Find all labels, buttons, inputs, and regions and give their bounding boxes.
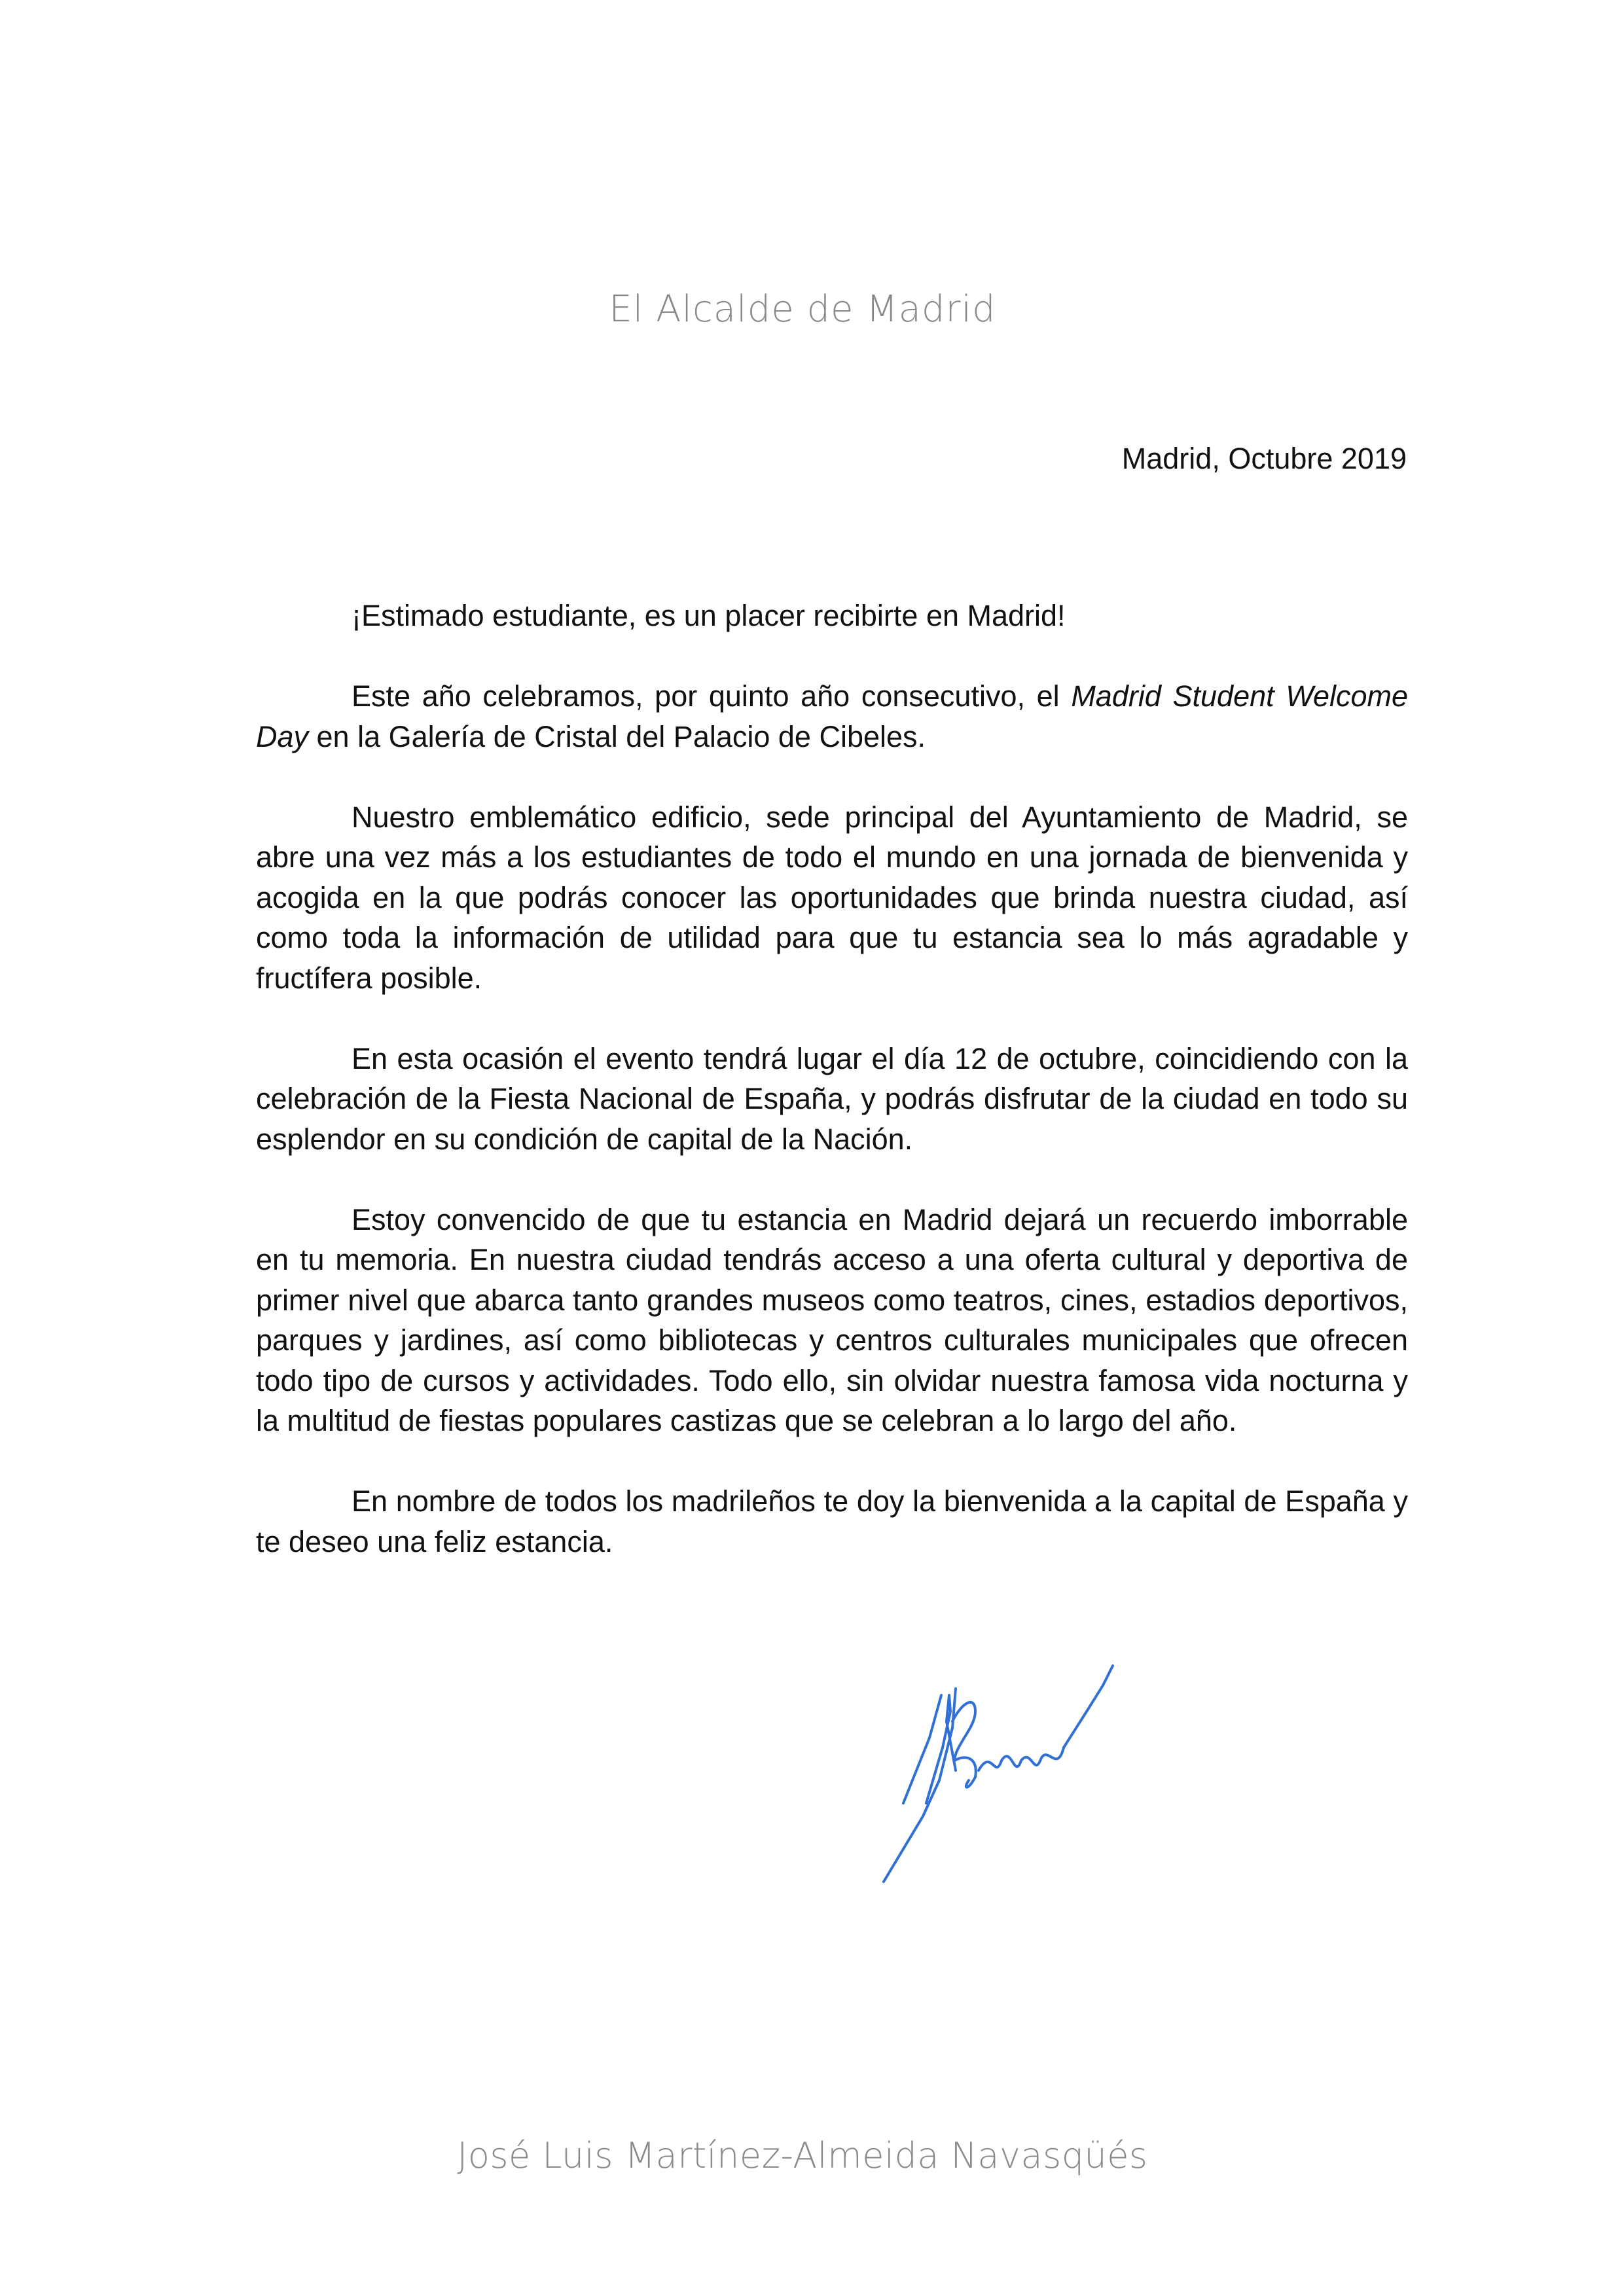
letter-body [256,596,1408,1602]
paragraph-event-before: Este año celebramos, por quinto año consecutivo, el [352,679,1072,713]
greeting: ¡Estimado estudiante, es un placer recibirte en Madrid! [352,599,1066,632]
signature-stroke-tail [1064,1666,1113,1748]
paragraph-building: Nuestro emblemático edificio, sede principal del Ayuntamiento de Madrid, se abre una vez más a los estudiantes de todo el mundo en una jornada de bienvenida y acogida en la que podrás conocer las oportunidades que brinda nuestra ciudad, así como toda la información de utilidad para que tu estancia sea lo más agradable y fructífera posible. [256,800,1408,995]
handwritten-signature [877,1649,1204,1898]
signature-stroke-long-slash [884,1689,956,1882]
signature-stroke-b-loop [952,1702,976,1787]
signature-stroke-second-slash [926,1695,956,1803]
paragraph-event-after: en la Galería de Cristal del Palacio de Cibeles. [308,719,926,753]
paragraph-welcome: En nombre de todos los madrileños te doy la bienvenida a la capital de España y te deseo una feliz estancia. [256,1484,1408,1558]
paragraph-date-occasion: En esta ocasión el evento tendrá lugar el día 12 de octubre, coincidiendo con la celebración de la Fiesta Nacional de España, y podrás disfrutar de la ciudad en todo su esplendor en su condición de capital de la Nación. [256,1041,1408,1156]
letter-date: Madrid, Octubre 2019 [1121,442,1407,475]
event-name: Madrid Student Welcome Day [256,679,1409,753]
signer-name: José Luis Martínez-Almeida Navasqüés [457,2135,1148,2176]
signature-stroke-wavy [979,1748,1064,1770]
letterhead-title: El Alcalde de Madrid [609,288,996,331]
paragraph-city-offer: Estoy convencido de que tu estancia en Madrid dejará un recuerdo imborrable en tu memoria. En nuestra ciudad tendrás acceso a una oferta cultural y deportiva de primer nivel que abarca tanto grandes museos como teatros, cines, estadios deportivos, parques y jardines, así como bibliotecas y centros culturales municipales que ofrecen todo tipo de cursos y actividades. Todo ello, sin olvidar nuestra famosa vida nocturna y la multitud de fiestas populares castizas que se celebran a lo largo del año. [256,1202,1408,1437]
paragraph-event [256,676,1408,757]
